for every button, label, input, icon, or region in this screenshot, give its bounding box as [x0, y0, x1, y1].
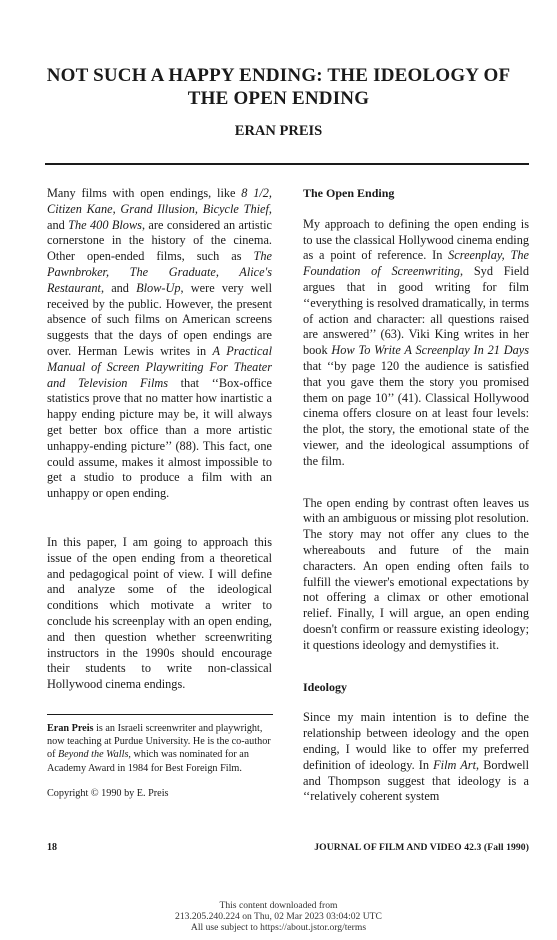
notice-line-1: This content downloaded from	[219, 900, 338, 911]
book-title: How To Write A Screenplay In 21 Days	[331, 343, 529, 358]
text-run: My approach to defining the open ending is to use the classical Hollywood cinema ending as a point of reference. In	[303, 216, 529, 263]
article-title: NOT SUCH A HAPPY ENDING: THE IDEOLOGY OF THE OPEN ENDING	[46, 65, 511, 109]
jstor-download-notice	[0, 900, 557, 933]
section-heading-ideology: Ideology	[303, 679, 348, 694]
author-name: Eran Preis	[47, 723, 94, 734]
film-titles: 8 1/2, Citizen Kane, Grand Illusion, Bicycle Thief	[47, 186, 272, 216]
text-run: , were very well received by the public. However, the present absence of such films on American screens suggests that the days of open endings are over. Herman Lewis writes in	[47, 280, 272, 358]
text-run: that ‘‘by page 120 the audience is satisfied that you gave them the story you promised them on page 10’’ (41). Classical Hollywood cinema offers closure on at least four levels: the plot, the story, the emotional state of the viewer, and the ideological assumptions of the film.	[303, 358, 529, 468]
right-paragraph-2: The open ending by contrast often leaves us with an ambiguous or missing plot resolution. The story may not offer any clues to the whereabouts and future of the main characters. An open ending often fails to fulfill the viewer's emotional expectations by not offering a climax or other emotional relief. Finally, I will argue, an open ending doesn't confirm or reassure existing ideology; it questions ideology and demystifies it.	[303, 495, 529, 652]
text-run: Since my main intention is to define the relationship between ideology and the open ending, I would like to offer my preferred definition of ideology. In	[303, 710, 529, 772]
text-run: , and	[100, 280, 137, 295]
film-titles: The Pawnbroker, The Graduate, Alice's Restaurant	[47, 249, 272, 295]
film-title: Blow-Up	[136, 280, 181, 295]
left-column	[47, 186, 272, 723]
book-title: Beyond the Walls	[58, 749, 129, 761]
text-run: , Bordwell and Thompson suggest that ideology is a ‘‘relatively coherent system	[303, 757, 529, 804]
book-title: Film Art	[433, 757, 477, 772]
header-divider	[45, 163, 529, 165]
notice-line-3: All use subject to https://about.jstor.org/terms	[190, 922, 367, 933]
book-title: A Practical Manual of Screen Playwriting For Theater and Television Films	[47, 343, 273, 390]
text-run: , are considered an artistic cornerstone in the history of the cinema. Other open-ended films, such as	[47, 217, 272, 264]
text-run: , Syd Field argues that in good writing for film ‘‘everything is resolved dramatically, in terms of action and character: all questions raised are answered’’ (63). Viki King writes in her book	[303, 264, 529, 358]
notice-line-2: 213.205.240.224 on Thu, 02 Mar 2023 03:04:02 UTC	[175, 911, 382, 922]
film-title: The 400 Blows	[68, 217, 142, 232]
page-number: 18	[47, 842, 57, 853]
text-run: that ‘‘Box-office statistics prove that no matter how inartistic a happy ending picture may be, it will always get better box office than a more artistic unhappy-ending picture’’ (88). This fact, one could assume, makes it almost impossible to get a studio to produce a film with an unhappy or open ending.	[47, 375, 272, 501]
book-title: Screenplay, The Foundation of Screenwriting	[303, 248, 529, 279]
right-column	[303, 186, 529, 821]
left-paragraph-2: In this paper, I am going to approach this issue of the open ending from a theoretical and pedagogical point of view. I will define and analyze some of the ideological conditions which motivate a writer to conclude his screenplay with an open ending, and then question whether screenwriting instructors in the 1990s should encourage their students to write non-classical Hollywood cinema endings.	[47, 534, 272, 692]
right-paragraph-1	[303, 217, 529, 470]
text-run: Many films with open endings, like	[47, 186, 242, 200]
journal-citation: JOURNAL OF FILM AND VIDEO 42.3 (Fall 1990)	[314, 842, 529, 853]
footnote-divider	[47, 714, 273, 715]
section-heading-open-ending: The Open Ending	[303, 186, 395, 200]
copyright-line: Copyright © 1990 by E. Preis	[47, 787, 169, 799]
text-run: , and	[47, 201, 272, 232]
left-paragraph-1	[47, 186, 272, 502]
text-run: is an Israeli screenwriter and playwright, now teaching at Purdue University. He is the co-author of	[47, 723, 271, 761]
right-paragraph-3	[303, 710, 529, 805]
article-author: ERAN PREIS	[234, 123, 323, 139]
text-run: , which was nominated for an Academy Award in 1984 for Best Foreign Film.	[47, 749, 249, 774]
author-bio	[47, 722, 273, 775]
author-footnote	[47, 722, 273, 812]
